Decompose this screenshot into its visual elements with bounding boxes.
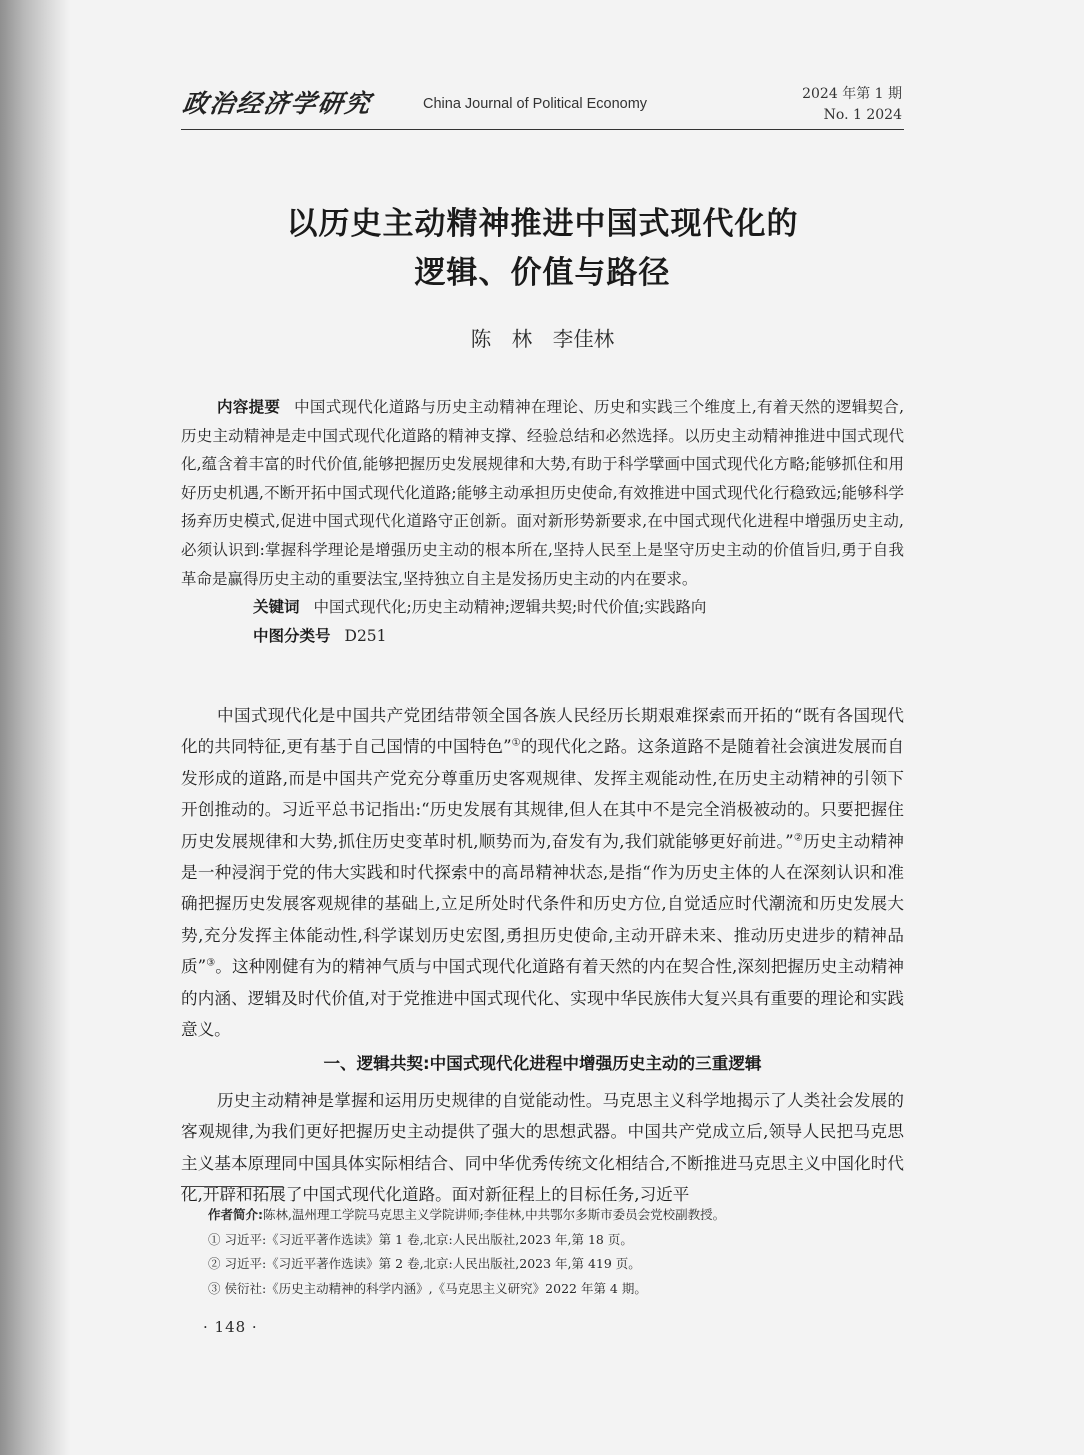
issue-cn: 2024 年第 1 期 bbox=[802, 86, 902, 102]
para1-part-c: 历史主动精神是一种浸润于党的伟大实践和时代探索中的高昂精神状态,是指“作为历史主体的人在深刻认识和准确把握历史发展客观规律的基础上,立足所处时代条件和历史方位,自觉适应时代潮流和历史发展大势,充分发挥主体能动性,科学谋划历史宏图,勇担历史使命,主动开辟未来、推动历史进步的精神品质” bbox=[181, 831, 905, 977]
authors: 陈 林 李佳林 bbox=[470, 327, 615, 351]
author-bio-text: 陈林,温州理工学院马克思主义学院讲师;李佳林,中共鄂尔多斯市委员会党校副教授。 bbox=[263, 1207, 726, 1222]
abstract-block bbox=[181, 393, 904, 650]
para1-part-a: 中国式现代化是中国共产党团结带领全国各族人民经历长期艰难探索而开拓的“既有各国现代化的共同特征,更有基于自己国情的中国特色” bbox=[181, 706, 904, 757]
para1-part-b: 的现代化之路。这条道路不是随着社会演进发展而自发形成的道路,而是中国共产党充分尊重历史客观规律、发挥主观能动性,在历史主动精神的引领下开创推动的。习近平总书记指出:“历史发展有其规律,但人在其中不是完全消极被动的。只要把握住历史发展规律和大势,抓住历史变革时机,顺势而为,奋发有为,我们就能够更好前进。” bbox=[181, 737, 905, 851]
keywords-line bbox=[181, 593, 904, 622]
footnote-3: ③ 侯衍社:《历史主动精神的科学内涵》,《马克思主义研究》2022 年第 4 期。 bbox=[208, 1280, 647, 1296]
footnote-2: ② 习近平:《习近平著作选读》第 2 卷,北京:人民出版社,2023 年,第 419 页。 bbox=[208, 1256, 641, 1271]
issue-en: No. 1 2024 bbox=[823, 107, 902, 123]
article-body bbox=[181, 700, 904, 1211]
title-line-2: 逻辑、价值与路径 bbox=[414, 255, 671, 291]
keywords-text: 中国式现代化;历史主动精神;逻辑共契;时代价值;实践路向 bbox=[313, 598, 707, 617]
author-bio-label: 作者简介: bbox=[208, 1207, 263, 1222]
keywords-label: 关键词 bbox=[253, 598, 300, 617]
issue-info bbox=[802, 84, 902, 126]
footnote-rule bbox=[181, 1186, 283, 1187]
clc-value: D251 bbox=[344, 626, 387, 645]
body-paragraph-2: 历史主动精神是掌握和运用历史规律的自觉能动性。马克思主义科学地揭示了人类社会发展的客观规律,为我们更好把握历史主动提供了强大的思想武器。中国共产党成立后,领导人民把马克思主义基本原理同中国具体实际相结合、同中华优秀传统文化相结合,不断推进马克思主义中国化时代化,开辟和拓展了中国式现代化道路。面对新征程上的目标任务,习近平 bbox=[181, 1090, 904, 1205]
header-rule bbox=[181, 129, 904, 130]
section-heading-1: 一、逻辑共契:中国式现代化进程中增强历史主动的三重逻辑 bbox=[323, 1054, 762, 1074]
abstract-paragraph bbox=[181, 393, 904, 593]
footnote-ref-2[interactable]: ② bbox=[793, 832, 804, 844]
abstract-label: 内容提要 bbox=[217, 398, 281, 416]
para1-part-d: 。这种刚健有为的精神气质与中国式现代化道路有着天然的内在契合性,深刻把握历史主动精神的内涵、逻辑及时代价值,对于党推进中国式现代化、实现中华民族伟大复兴具有重要的理论和实践意义。 bbox=[181, 957, 904, 1040]
author-bio bbox=[208, 1203, 908, 1228]
clc-label: 中图分类号 bbox=[253, 626, 331, 645]
clc-line bbox=[181, 622, 904, 651]
journal-english-title: China Journal of Political Economy bbox=[423, 96, 648, 112]
journal-logo: 政治经济学研究 bbox=[180, 89, 374, 118]
title-line-1: 以历史主动精神推进中国式现代化的 bbox=[286, 206, 799, 242]
body-paragraph-1 bbox=[181, 700, 904, 1045]
footnote-ref-1[interactable]: ① bbox=[511, 737, 521, 749]
footnote-1: ① 习近平:《习近平著作选读》第 1 卷,北京:人民出版社,2023 年,第 18 页。 bbox=[208, 1231, 633, 1247]
footnote-ref-3[interactable]: ③ bbox=[206, 957, 216, 969]
abstract-text: 中国式现代化道路与历史主动精神在理论、历史和实践三个维度上,有着天然的逻辑契合,历史主动精神是走中国式现代化道路的精神支撑、经验总结和必然选择。以历史主动精神推进中国式现代化,蕴含着丰富的时代价值,能够把握历史发展规律和大势,有助于科学擘画中国式现代化方略;能够抓住和用好历史机遇,不断开拓中国式现代化道路;能够主动承担历史使命,有效推进中国式现代化行稳致远;能够科学扬弃历史模式,促进中国式现代化道路守正创新。面对新形势新要求,在中国式现代化进程中增强历史主动,必须认识到:掌握科学理论是增强历史主动的根本所在,坚持人民至上是坚守历史主动的价值旨归,勇于自我革命是赢得历史主动的重要法宝,坚持独立自主是发扬历史主动的内在要求。 bbox=[181, 398, 904, 588]
page-number: · 148 · bbox=[203, 1318, 258, 1336]
article-title bbox=[181, 200, 904, 298]
footnotes bbox=[208, 1203, 908, 1301]
